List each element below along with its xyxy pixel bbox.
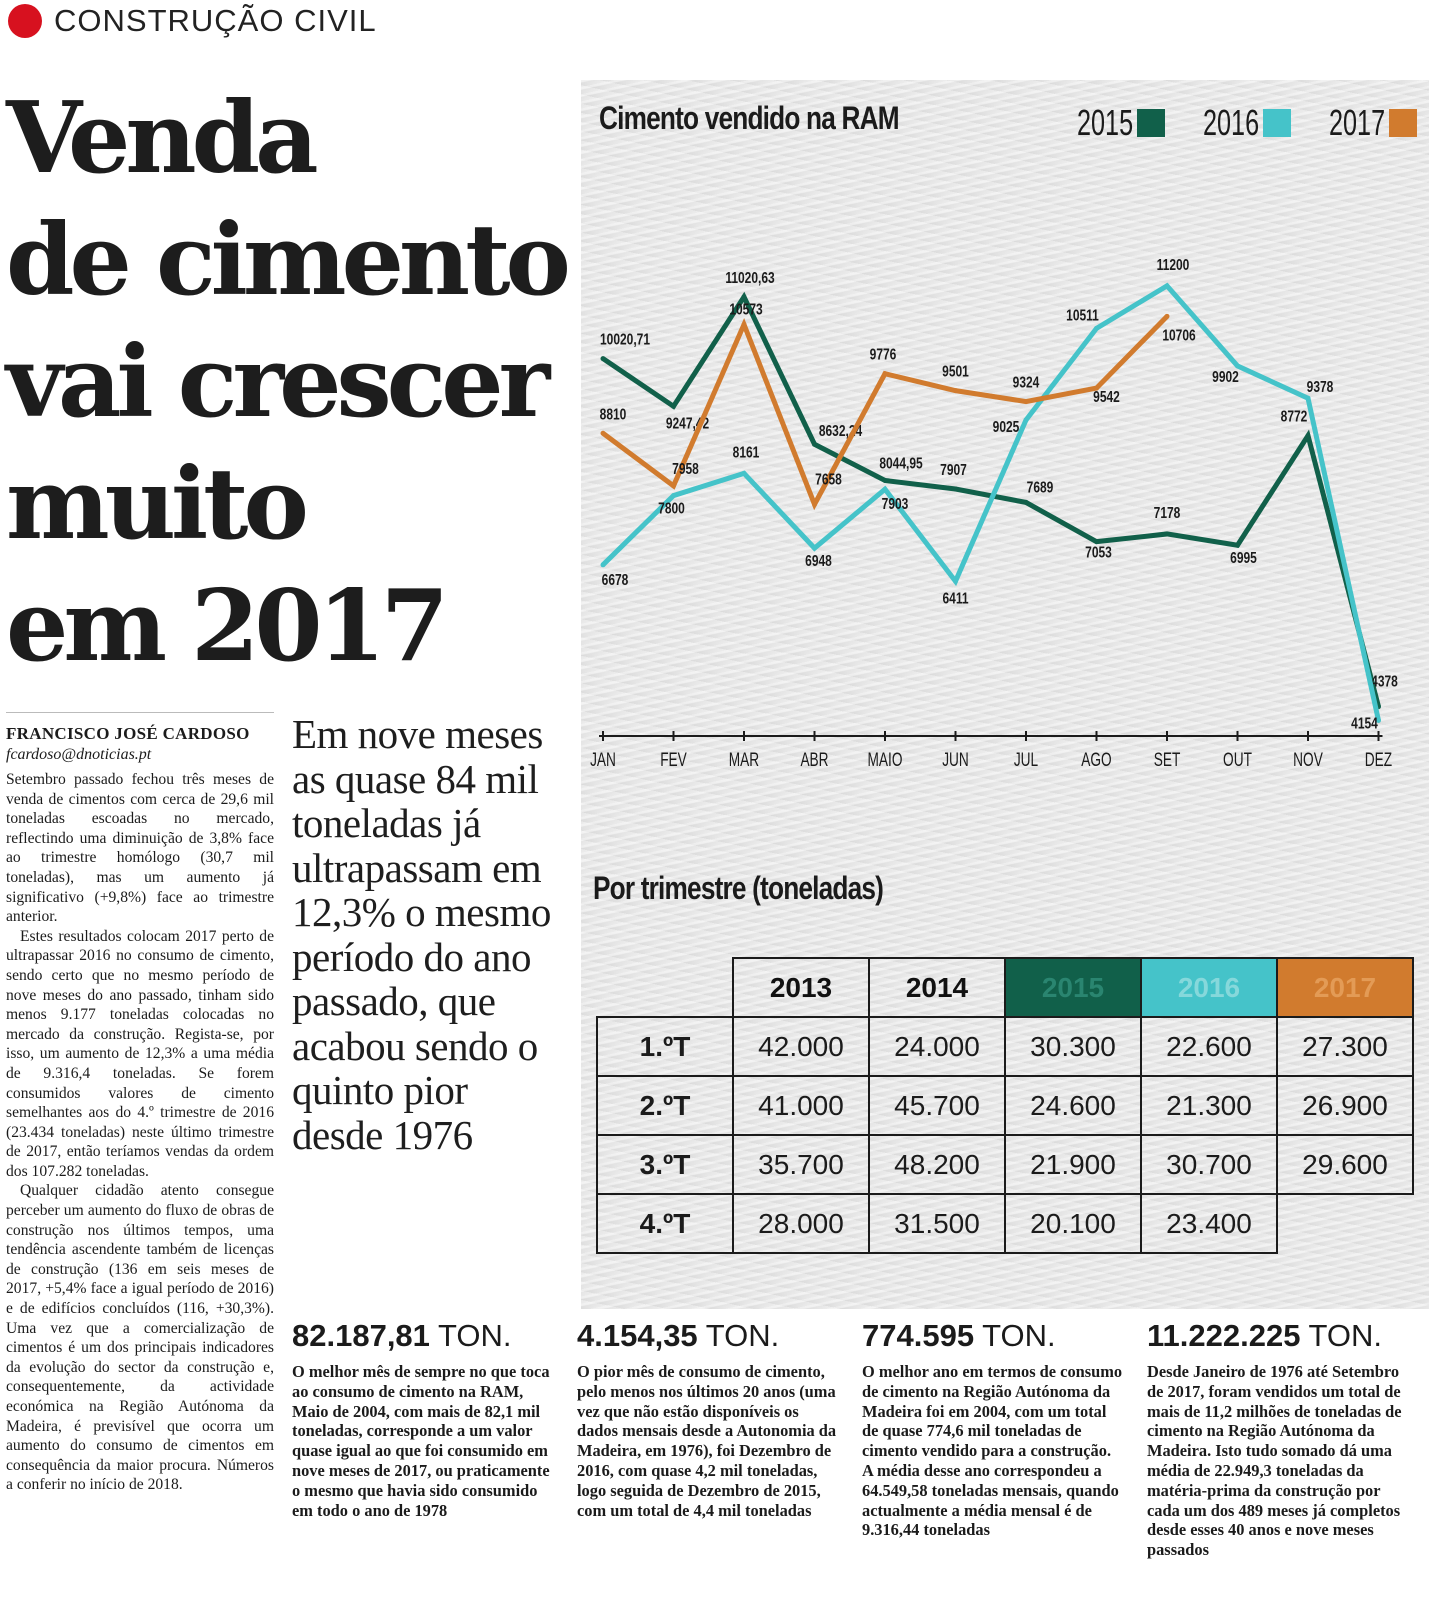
- fact-box: [577, 1318, 839, 1520]
- fact-unit: TON.: [705, 1318, 780, 1353]
- x-tick-label: OUT: [1223, 748, 1252, 771]
- data-label-2016: 9902: [1212, 367, 1239, 386]
- body-paragraph: Setembro passado fechou três meses de venda de cimentos com cerca de 29,6 mil toneladas escoadas no mercado, reflectindo uma diminuição de 3,8% face ao trimestre homólogo (30,7 mil toneladas), mas um aumento já significativo (+9,8%) face ao trimestre anterior.: [6, 771, 274, 926]
- x-tick-label: AGO: [1081, 748, 1112, 771]
- data-label-2017: 7958: [672, 459, 699, 478]
- fact-text: O melhor mês de sempre no que toca ao consumo de cimento na RAM, Maio de 2004, com mais de 82,1 mil toneladas, corresponde a um valor quase igual ao que foi consumido em nove meses de 2017, ou praticamente o mesmo que havia sido consumido em todo o ano de 1978: [292, 1362, 550, 1520]
- body-paragraph: Estes resultados colocam 2017 perto de ultrapassar 2016 no consumo de cimento, sendo certo que no mesmo período de nove meses do ano passado, tinham sido menos 9.177 toneladas colocadas no mercado da construção. Regista-se, por isso, um aumento de 12,3% a uma média de 9.316,4 toneladas. Se forem consumidos valores de cimento semelhantes aos do 4.º trimestre de 2016 (23.434 toneladas) neste último trimestre de 2017, então teríamos vendas da ordem dos 107.282 toneladas.: [6, 927, 274, 1180]
- data-point-2016: [812, 546, 817, 551]
- headline-line: vai crescer: [6, 325, 546, 440]
- section-label: [8, 0, 377, 42]
- data-point-2017: [812, 502, 817, 507]
- data-point-2015: [812, 442, 817, 447]
- data-label-2015: 8044,95: [879, 453, 923, 472]
- headline-line: muito: [6, 447, 304, 562]
- fact-number: [292, 1318, 554, 1354]
- quarter-label: 1.ºT: [597, 1017, 733, 1076]
- data-point-2015: [883, 478, 888, 483]
- fact-unit: TON.: [1308, 1318, 1383, 1353]
- data-point-2016: [1094, 326, 1099, 331]
- fact-value: 774.595: [862, 1318, 975, 1353]
- legend-label: 2017: [1328, 102, 1385, 143]
- data-label-2017: 10706: [1162, 325, 1196, 344]
- fact-text: O melhor ano em termos de consumo de cimento na Região Autónoma da Madeira foi em 2004, com um total de quase 774,6 mil toneladas de cimento vendido para a construção. A média desse ano correspondeu a 64.549,58 toneladas mensais, quando actualmente a média mensal é de 9.316,44 toneladas: [862, 1362, 1123, 1540]
- data-label-2015: 8772: [1280, 406, 1308, 426]
- table-cell: 48.200: [869, 1135, 1005, 1194]
- data-point-2015: [953, 486, 958, 491]
- x-tick-label: MAIO: [867, 748, 903, 771]
- x-tick-label: FEV: [660, 748, 687, 771]
- fact-text: Desde Janeiro de 1976 até Setembro de 2017, foram vendidos um total de mais de 11,2 milhões de toneladas de cimento na Região Autónoma da Madeira. Isto tudo somado dá uma média de 22.949,3 toneladas da matéria-prima da construção por cada um dos 489 meses já completos desde esses 40 anos e nove meses passados: [1147, 1362, 1402, 1560]
- data-label-2015: 11020,63: [725, 268, 775, 287]
- data-label-2016: 4154: [1351, 713, 1378, 732]
- data-label-2016: 8161: [732, 442, 760, 461]
- data-label-2016: 10511: [1066, 305, 1099, 324]
- table-cell: 30.300: [1005, 1017, 1141, 1076]
- data-label-2017: 7658: [815, 469, 842, 488]
- table-cell: 21.300: [1141, 1076, 1277, 1135]
- year-header: 2017: [1277, 958, 1413, 1017]
- data-label-2016: 9025: [992, 417, 1020, 436]
- year-header: 2013: [733, 958, 869, 1017]
- x-tick-label: MAR: [728, 748, 760, 771]
- x-tick-label: JAN: [590, 748, 616, 771]
- data-label-2015: 8632,24: [818, 421, 863, 440]
- x-tick-label: ABR: [800, 748, 829, 771]
- quarter-label: 2.ºT: [597, 1076, 733, 1135]
- fact-value: 11.222.225: [1147, 1318, 1301, 1353]
- table-cell: 21.900: [1005, 1135, 1141, 1194]
- fact-number: [577, 1318, 839, 1354]
- data-point-2016: [883, 487, 888, 492]
- x-tick-label: SET: [1153, 748, 1181, 771]
- byline-divider: [6, 712, 274, 713]
- table-cell: 42.000: [733, 1017, 869, 1076]
- data-point-2015: [601, 356, 606, 361]
- fact-value: 4.154,35: [577, 1318, 698, 1353]
- table-cell: 27.300: [1277, 1017, 1413, 1076]
- data-label-2015: 7053: [1085, 542, 1112, 562]
- data-label-2016: 11200: [1156, 255, 1190, 274]
- headline-line: Venda: [6, 81, 314, 196]
- data-point-2017: [953, 388, 958, 393]
- data-point-2016: [1024, 418, 1029, 423]
- table-cell: 23.400: [1141, 1194, 1277, 1253]
- data-label-2017: 9501: [942, 361, 969, 381]
- data-point-2017: [601, 431, 606, 436]
- data-point-2015: [1165, 531, 1170, 536]
- fact-text: O pior mês de consumo de cimento, pelo menos nos últimos 20 anos (uma vez que não estão disponíveis os dados mensais desde a Autonomia da Madeira, em 1976), foi Dezembro de 2016, com quase 4,2 mil toneladas, logo seguida de Dezembro de 2015, com um total de 4,4 mil toneladas: [577, 1362, 837, 1520]
- table-cell: 35.700: [733, 1135, 869, 1194]
- data-point-2017: [1165, 314, 1170, 319]
- data-point-2016: [1165, 283, 1170, 288]
- data-point-2017: [1024, 399, 1029, 404]
- data-label-2017: 10573: [729, 299, 763, 318]
- data-label-2016: 7800: [658, 498, 685, 517]
- fact-unit: TON.: [982, 1318, 1056, 1353]
- data-label-2016: 6411: [942, 588, 969, 607]
- data-label-2015: 6995: [1230, 548, 1257, 567]
- x-tick-label: JUL: [1013, 748, 1039, 771]
- year-header: 2016: [1141, 958, 1277, 1017]
- table-row: [597, 1076, 1413, 1135]
- table-row: [597, 1135, 1413, 1194]
- legend-label: 2016: [1202, 102, 1259, 143]
- table-cell: 31.500: [869, 1194, 1005, 1253]
- data-point-2015: [1306, 433, 1311, 438]
- table-cell: 20.100: [1005, 1194, 1141, 1253]
- data-point-2016: [953, 579, 958, 584]
- author-name: FRANCISCO JOSÉ CARDOSO: [6, 724, 250, 743]
- headline-line: em 2017: [6, 569, 444, 684]
- data-label-2016: 7903: [881, 494, 909, 513]
- line-chart: [581, 80, 1429, 800]
- table-cell: 26.900: [1277, 1076, 1413, 1135]
- fact-box: [292, 1318, 554, 1520]
- quarterly-table-title: Por trimestre (toneladas): [593, 870, 884, 906]
- table-cell: 22.600: [1141, 1017, 1277, 1076]
- fact-number: [1147, 1318, 1417, 1354]
- data-point-2015: [1024, 500, 1029, 505]
- x-tick-label: JUN: [942, 748, 969, 771]
- fact-number: [862, 1318, 1124, 1354]
- quarterly-table: [596, 957, 1414, 1254]
- table-cell: 41.000: [733, 1076, 869, 1135]
- fact-value: 82.187,81: [292, 1318, 430, 1353]
- data-point-2015: [742, 294, 747, 299]
- data-label-2015: 7178: [1153, 503, 1181, 522]
- pull-quote: Em nove meses as quase 84 mil toneladas já ultrapassam em 12,3% o mesmo período do ano passado, que acabou sendo o quinto pior desde 1976: [292, 711, 551, 1158]
- x-tick-label: NOV: [1293, 748, 1323, 771]
- data-point-2016: [1306, 396, 1311, 401]
- data-label-2015: 9247,42: [665, 413, 710, 432]
- year-header: 2015: [1005, 958, 1141, 1017]
- headline-line: de cimento: [6, 203, 566, 318]
- fact-box: [1147, 1318, 1417, 1560]
- data-label-2016: 6948: [805, 551, 832, 570]
- data-label-2017: 8810: [599, 404, 627, 423]
- data-point-2017: [742, 322, 747, 327]
- data-label-2017: 9324: [1012, 372, 1040, 391]
- body-paragraph: Qualquer cidadão atento consegue perceber um aumento do fluxo de obras de construção nos últimos tempos, uma tendência ascendente também de licenças de construção (136 em seis meses de 2017, +5,4% face a igual período de 2016) e de edifícios concluídos (116, +30,3%). Uma vez que a comercialização de cimentos é um dos principais indicadores da evolução do sector da construção e, consequentemente, da actividade económica na Região Autónoma da Madeira, é previsível que ocorra um aumento do consumo de cimentos em consequência da maior procura. Números a conferir no início de 2018.: [6, 1182, 274, 1494]
- headline: [6, 78, 566, 688]
- table-corner: [597, 958, 733, 1017]
- table-cell: 28.000: [733, 1194, 869, 1253]
- data-label-2015: 4378: [1371, 671, 1398, 691]
- data-label-2016: 6678: [601, 570, 629, 589]
- table-header-row: [597, 958, 1413, 1017]
- quarter-label: 3.ºT: [597, 1135, 733, 1194]
- year-header: 2014: [869, 958, 1005, 1017]
- author-email[interactable]: fcardoso@dnoticias.pt: [6, 746, 152, 763]
- legend-label: 2015: [1076, 102, 1133, 143]
- data-label-2015: 7907: [940, 460, 967, 479]
- chart-title: Cimento vendido na RAM: [599, 100, 899, 136]
- data-label-2015: 10020,71: [600, 329, 650, 348]
- data-point-2015: [1235, 543, 1240, 548]
- data-label-2017: 9776: [869, 344, 897, 364]
- data-point-2016: [671, 493, 676, 498]
- table-cell: 29.600: [1277, 1135, 1413, 1194]
- data-point-2016: [601, 562, 606, 567]
- x-tick-label: DEZ: [1364, 748, 1393, 771]
- data-point-2017: [883, 371, 888, 376]
- data-label-2016: 9378: [1306, 377, 1334, 396]
- fact-box: [862, 1318, 1124, 1540]
- data-point-2017: [671, 483, 676, 488]
- table-cell: 45.700: [869, 1076, 1005, 1135]
- infographic-panel: [581, 80, 1429, 1309]
- table-row: [597, 1194, 1413, 1253]
- table-cell: 24.000: [869, 1017, 1005, 1076]
- section-dot: [8, 4, 42, 38]
- data-point-2016: [742, 471, 747, 476]
- data-label-2017: 9542: [1093, 387, 1120, 406]
- section-name: CONSTRUÇÃO CIVIL: [54, 3, 377, 38]
- data-point-2015: [671, 404, 676, 409]
- article-body: [6, 770, 274, 1495]
- table-row: [597, 1017, 1413, 1076]
- table-cell-empty: [1277, 1194, 1413, 1253]
- quarter-label: 4.ºT: [597, 1194, 733, 1253]
- table-cell: 30.700: [1141, 1135, 1277, 1194]
- table-cell: 24.600: [1005, 1076, 1141, 1135]
- fact-unit: TON.: [437, 1318, 512, 1353]
- data-label-2015: 7689: [1026, 477, 1054, 496]
